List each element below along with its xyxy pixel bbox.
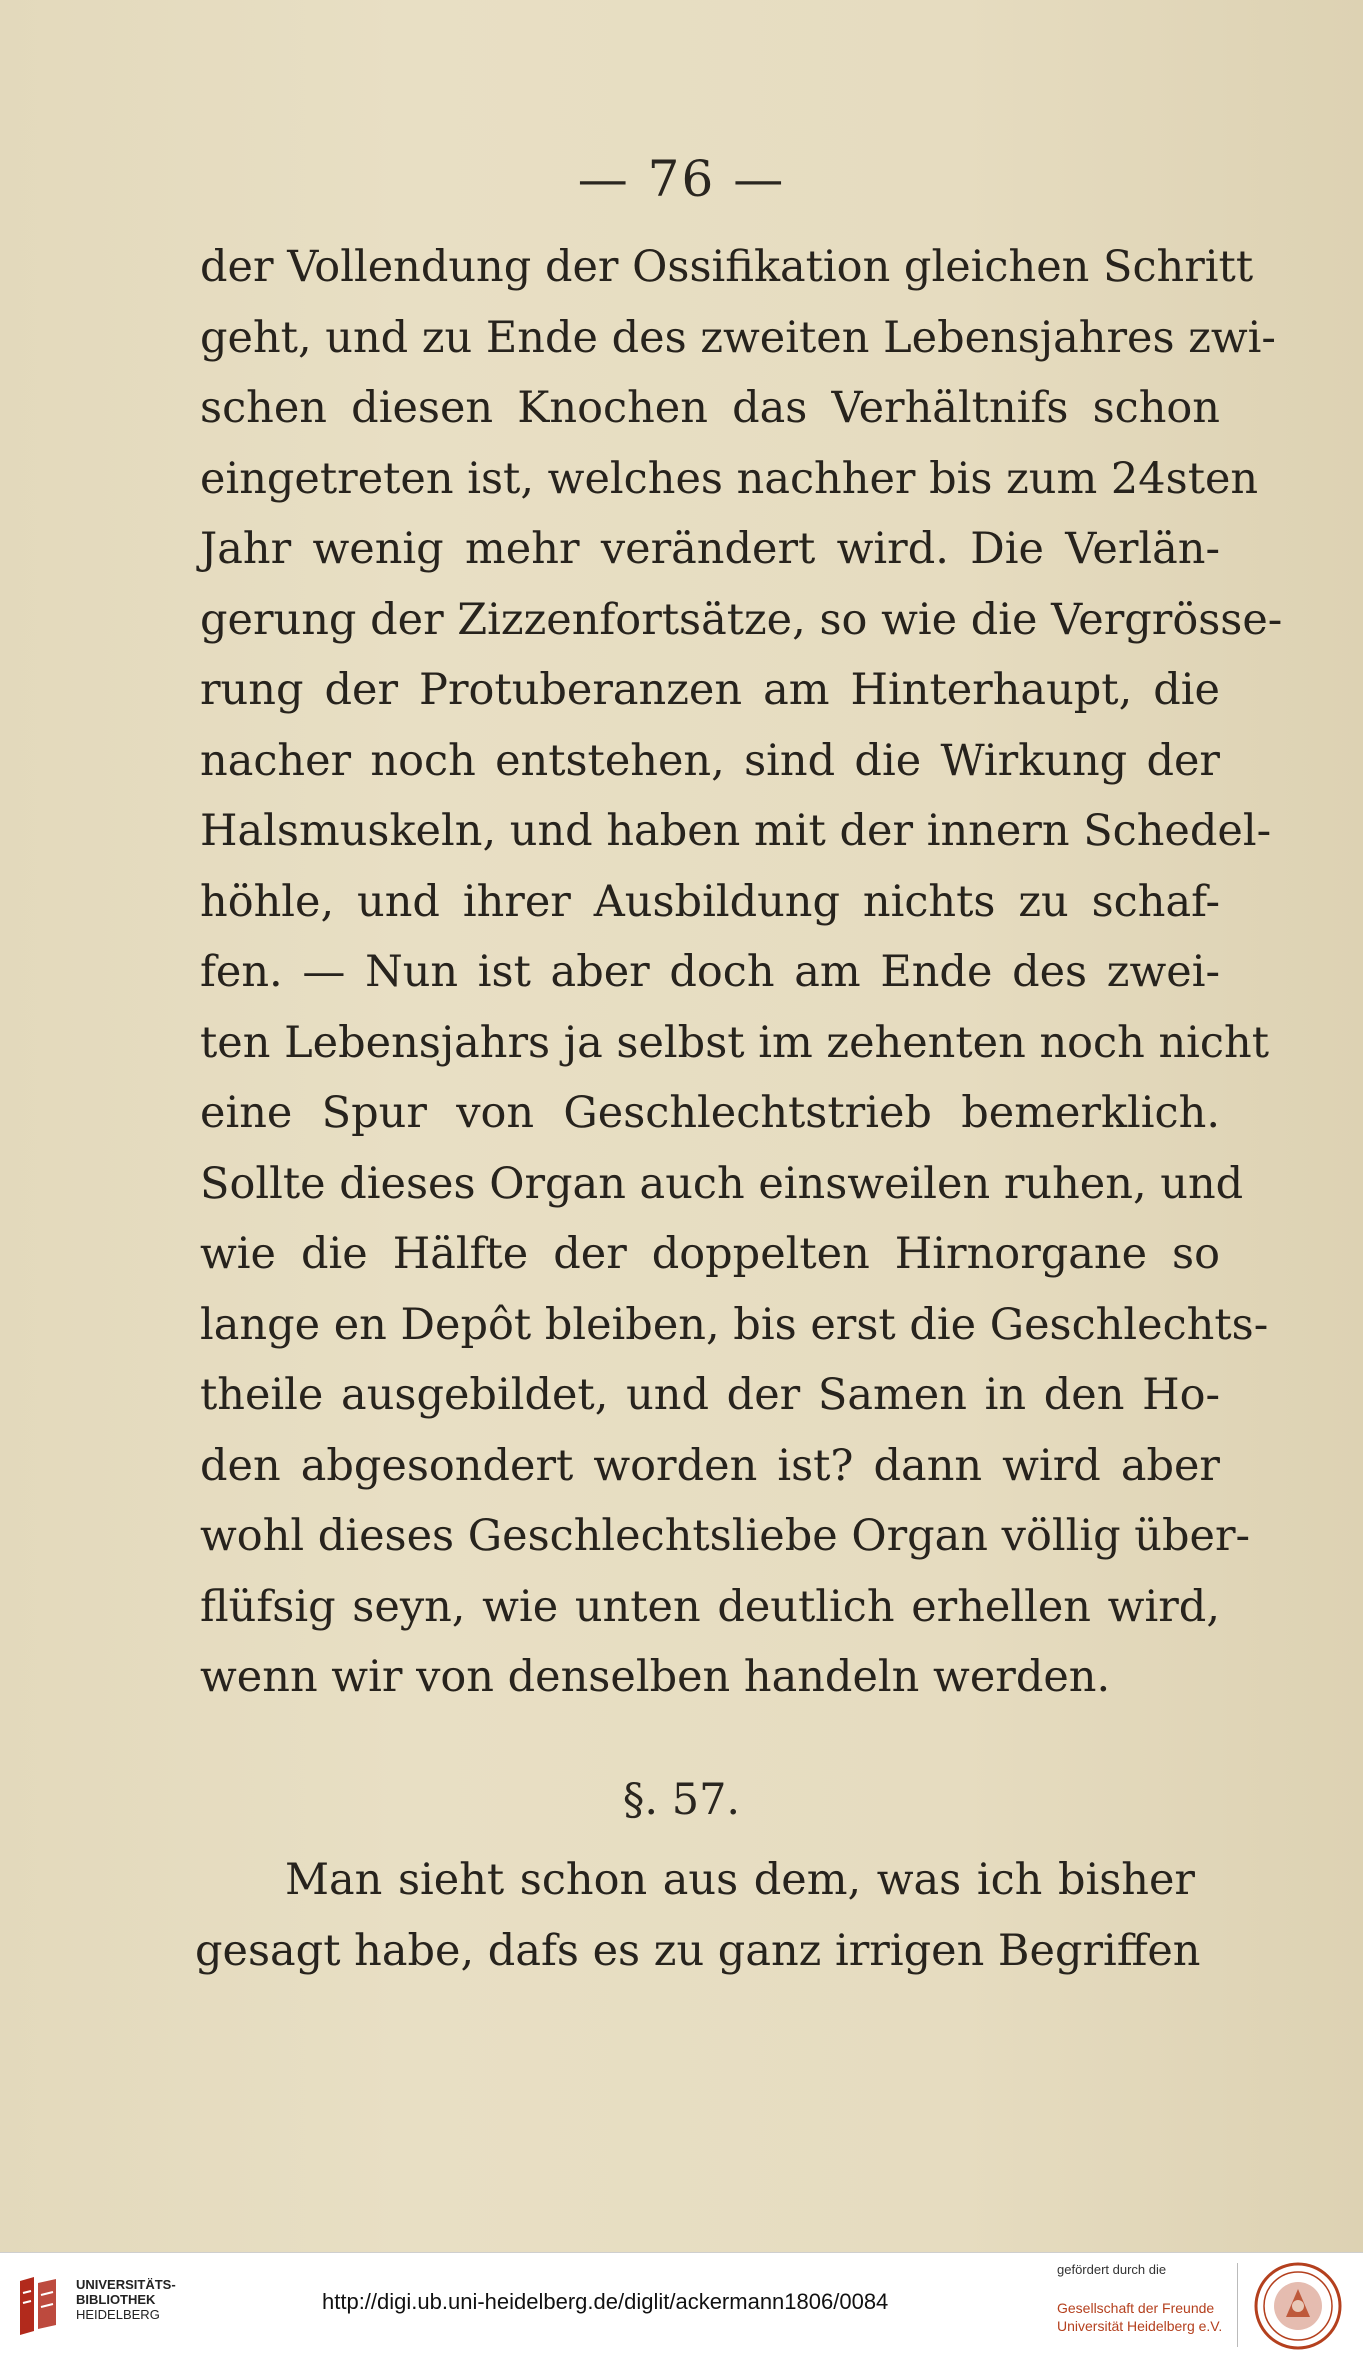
text-line: Halsmuskeln, und haben mit der innern Schedel- (200, 806, 1272, 856)
divider (1237, 2263, 1238, 2347)
text-line: geht, und zu Ende des zweiten Lebensjahres zwi- (200, 312, 1276, 363)
sponsor-name (1057, 2299, 1222, 2335)
body-text (200, 232, 1283, 1713)
text-line: höhle, und ihrer Ausbildung nichts zu schaf- (200, 876, 1220, 927)
library-name (76, 2277, 176, 2322)
text-line: gesagt habe, dafs es zu ganz irrigen Begriffen (195, 1925, 1201, 1976)
text-line: rung der Protuberanzen am Hinterhaupt, die (200, 665, 1220, 715)
text-line: wohl dieses Geschlechtsliebe Organ völlig über- (200, 1511, 1251, 1561)
text-line: nacher noch entstehen, sind die Wirkung der (200, 735, 1220, 786)
sponsor-name-line: Universität Heidelberg e.V. (1057, 2318, 1223, 2334)
text-line: flüfsig seyn, wie unten deutlich erhellen wird, (200, 1581, 1220, 1632)
section-heading: §. 57. (622, 1775, 741, 1825)
library-name-line: BIBLIOTHEK (76, 2292, 156, 2307)
text-line: den abgesondert worden ist? dann wird aber (200, 1440, 1220, 1491)
sponsor-caption: gefördert durch die (1057, 2262, 1167, 2277)
text-line: Man sieht schon aus dem, was ich bisher (285, 1855, 1195, 1905)
text-line: fen. — Nun ist aber doch am Ende des zwei- (200, 947, 1220, 997)
text-line: lange en Depôt bleiben, bis erst die Geschlechts- (200, 1299, 1269, 1350)
library-name-line: UNIVERSITÄTS- (76, 2277, 176, 2292)
university-seal-icon (1253, 2261, 1343, 2351)
page-number: — 76 — (577, 150, 786, 208)
text-line: gerung der Zizzenfortsätze, so wie die Vergrösse- (200, 594, 1283, 645)
text-line: wenn wir von denselben handeln werden. (200, 1652, 1111, 1702)
text-line: theile ausgebildet, und der Samen in den Ho- (200, 1370, 1220, 1420)
text-line: ten Lebensjahrs ja selbst im zehenten noch nicht (200, 1017, 1269, 1068)
library-name-line: HEIDELBERG (76, 2307, 160, 2322)
text-line: schen diesen Knochen das Verhältnifs schon (200, 383, 1220, 433)
digitization-footer (0, 2252, 1363, 2356)
text-line: eine Spur von Geschlechtstrieb bemerklich. (200, 1088, 1220, 1138)
text-line: Sollte dieses Organ auch einsweilen ruhen, und (200, 1158, 1244, 1209)
sponsor-name-line: Gesellschaft der Freunde (1057, 2300, 1215, 2316)
text-line: wie die Hälfte der doppelten Hirnorgane so (200, 1229, 1220, 1279)
body-text-continued (195, 1845, 1201, 1986)
text-line: Jahr wenig mehr verändert wird. Die Verlän- (200, 524, 1220, 574)
text-line: eingetreten ist, welches nachher bis zum 24sten (200, 453, 1259, 504)
permalink-url[interactable]: http://digi.ub.uni-heidelberg.de/diglit/ackermann1806/0084 (322, 2289, 889, 2314)
ub-heidelberg-logo-icon (14, 2273, 62, 2337)
text-line: der Vollendung der Ossifikation gleichen Schritt (200, 242, 1254, 292)
